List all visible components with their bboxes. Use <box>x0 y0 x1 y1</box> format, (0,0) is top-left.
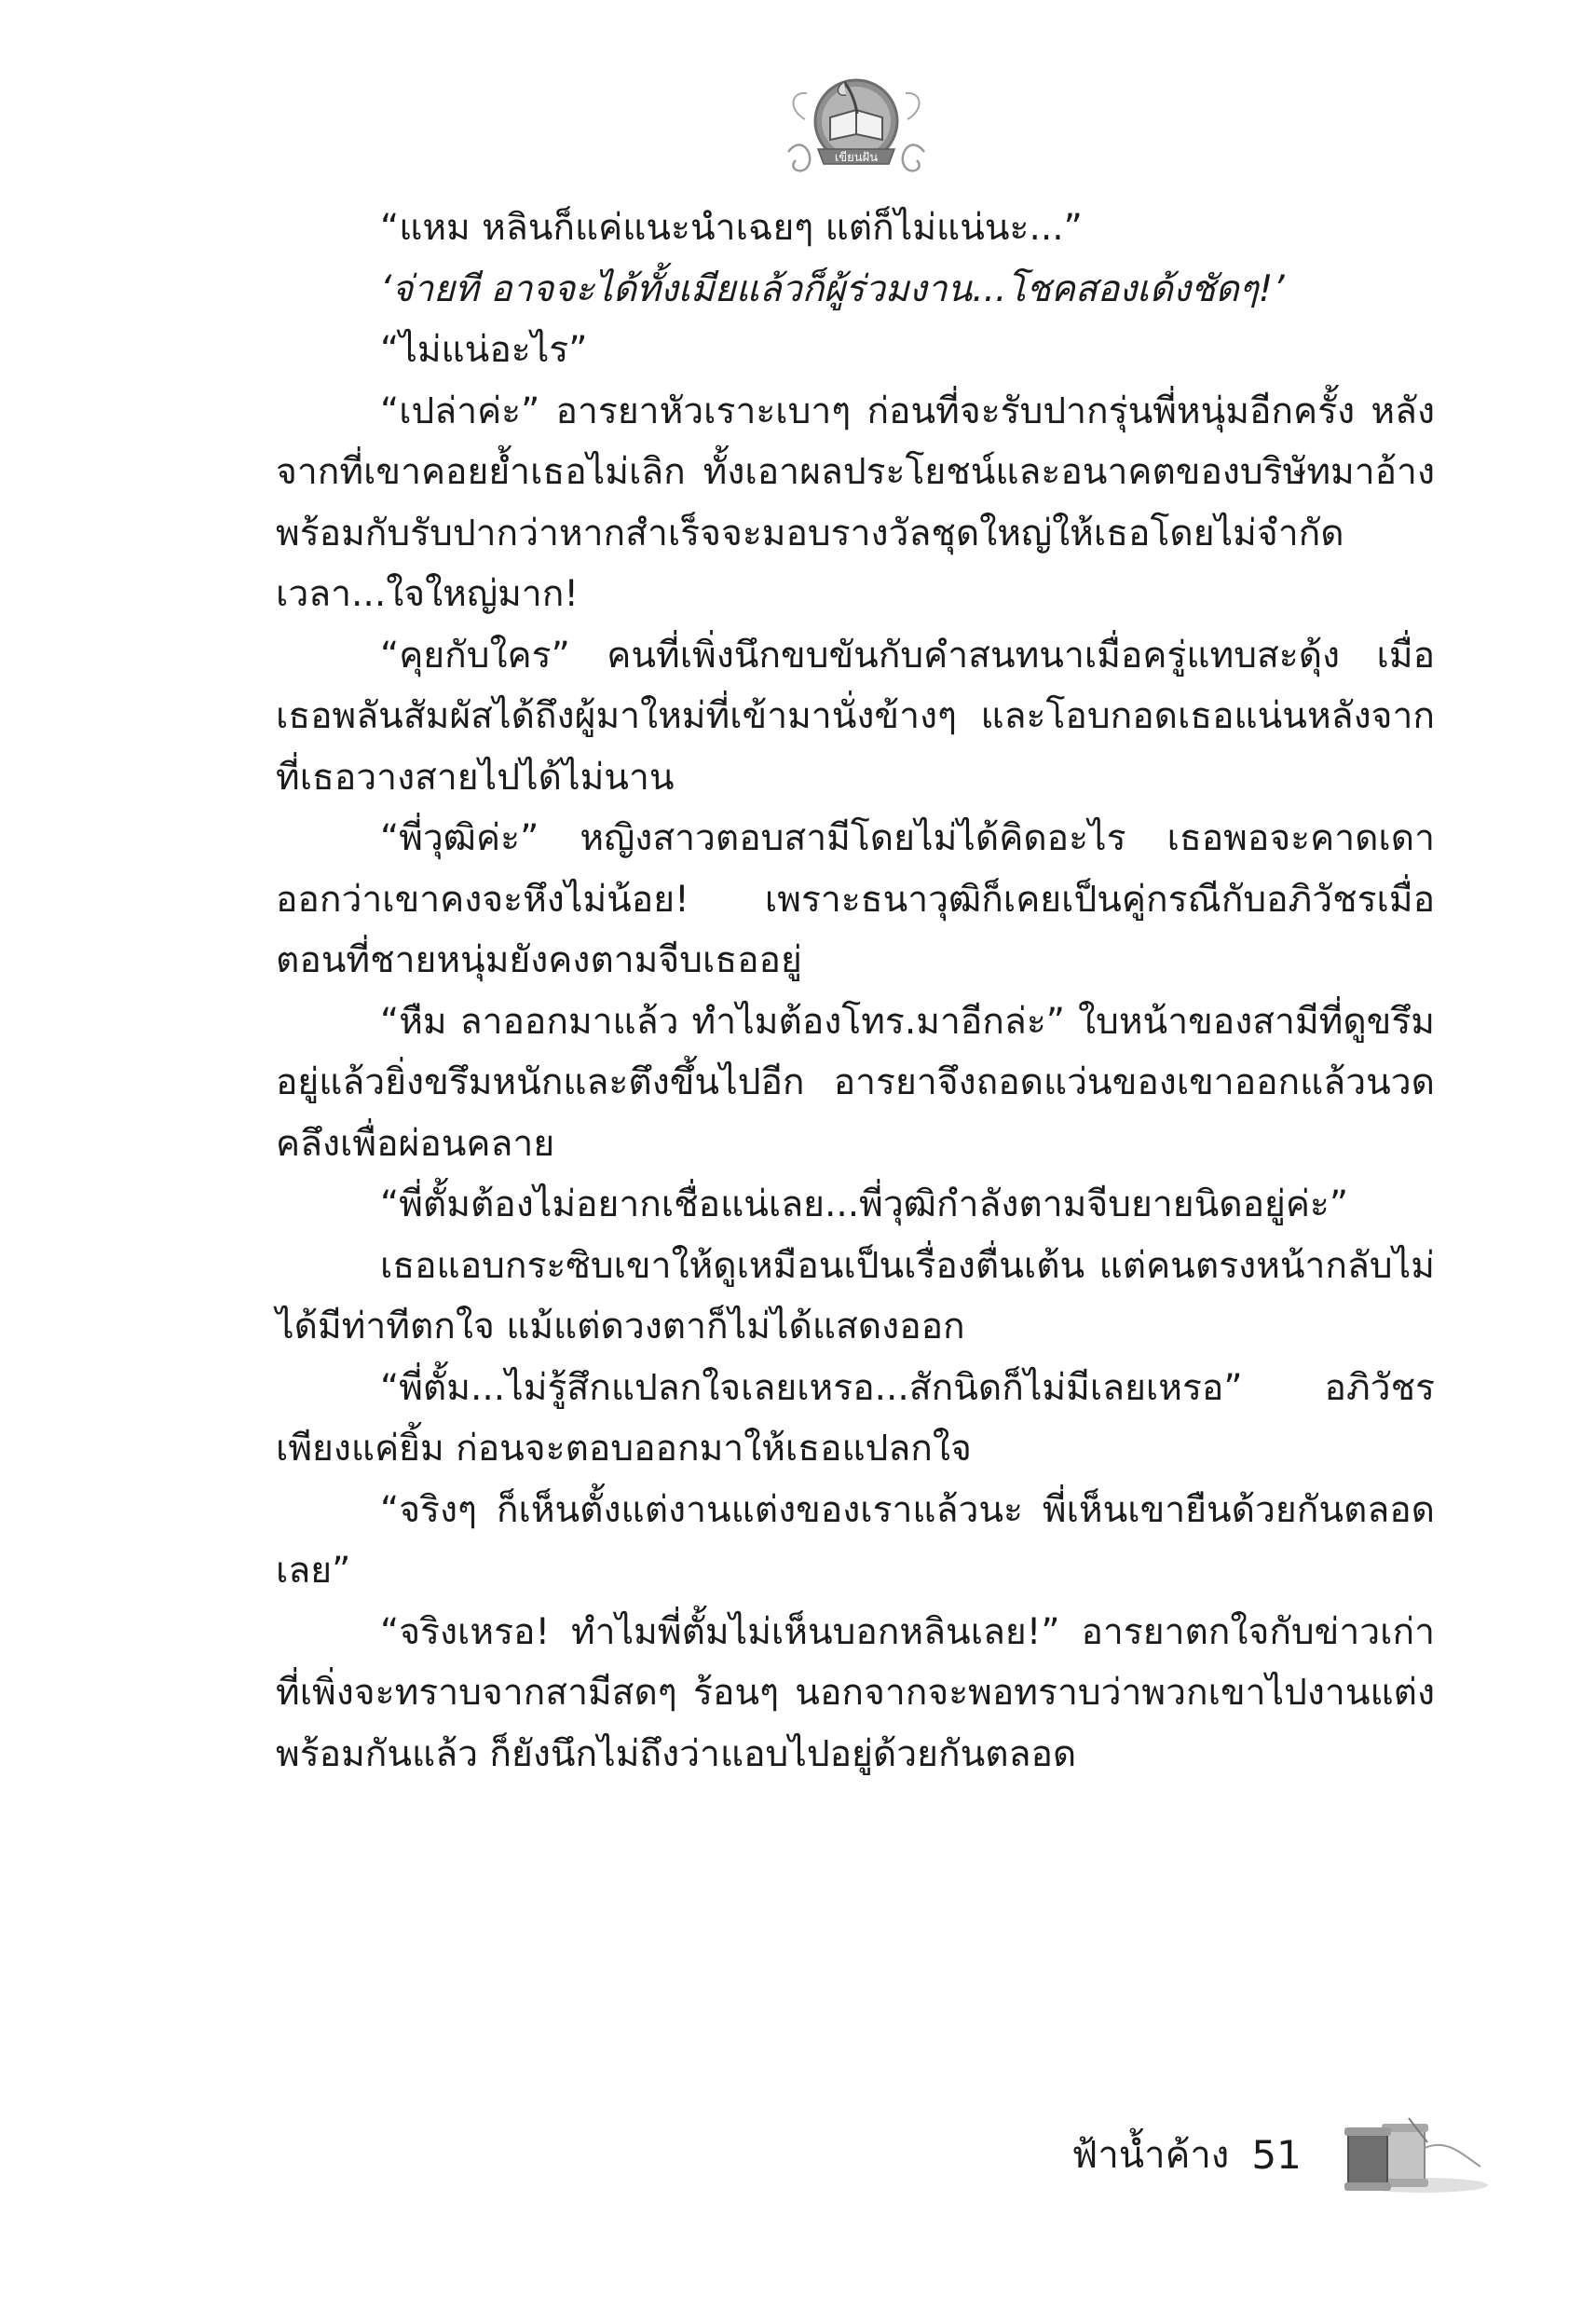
svg-text:เขียนฝัน: เขียนฝัน <box>834 151 879 165</box>
ornate-book-emblem-icon <box>779 63 934 185</box>
paragraph-4: “เปล่าค่ะ” อารยาหัวเราะเบาๆ ก่อนที่จะรับปากรุ่นพี่หนุ่มอีกครั้ง หลังจากที่เขาคอยย้ำเธอไม่เลิก ทั้งเอาผลประโยชน์และอนาคตของบริษัทมาอ้าง พร้อมกับรับปากว่าหากสำเร็จจะมอบรางวัลชุดใหญ่ให้เธอโดยไม่จำกัดเวลา...ใจใหญ่มาก! <box>276 390 1435 615</box>
paragraph-3: “ไม่แน่อะไร” <box>380 329 588 371</box>
paragraph-9: เธอแอบกระซิบเขาให้ดูเหมือนเป็นเรื่องตื่นเต้น แต่คนตรงหน้ากลับไม่ได้มีท่าทีตกใจ แม้แต่ดวงตาก็ไม่ได้แสดงออก <box>276 1244 1435 1347</box>
paragraph-11: “จริงๆ ก็เห็นตั้งแต่งานแต่งของเราแล้วนะ พี่เห็นเขายืนด้วยกันตลอดเลย” <box>276 1488 1435 1592</box>
page-number: 51 <box>1251 2131 1302 2178</box>
paragraph-12: “จริงเหรอ! ทำไมพี่ตั้มไม่เห็นบอกหลินเลย!” อารยาตกใจกับข่าวเก่าที่เพิ่งจะทราบจากสามีสดๆ ร้อนๆ นอกจากจะพอทราบว่าพวกเขาไปงานแต่งพร้อมกันแล้ว ก็ยังนึกไม่ถึงว่าแอบไปอยู่ด้วยกันตลอด <box>276 1610 1435 1775</box>
paragraph-8: “พี่ตั้มต้องไม่อยากเชื่อแน่เลย...พี่วุฒิกำลังตามจีบยายนิดอยู่ค่ะ” <box>380 1183 1349 1225</box>
paragraph-10: “พี่ตั้ม...ไม่รู้สึกแปลกใจเลยเหรอ...สักนิดก็ไม่มีเลยเหรอ” อภิวัชรเพียงแค่ยิ้ม ก่อนจะตอบออกมาให้เธอแปลกใจ <box>276 1366 1435 1470</box>
book-title: ฟ้าน้ำค้าง <box>1071 2134 1230 2177</box>
story-text <box>276 198 1435 1785</box>
paragraph-6: “พี่วุฒิค่ะ” หญิงสาวตอบสามีโดยไม่ได้คิดอะไร เธอพอจะคาดเดาออกว่าเขาคงจะหึงไม่น้อย! เพราะธนาวุฒิก็เคยเป็นคู่กรณีกับอภิวัชรเมื่อตอนที่ชายหนุ่มยังคงตามจีบเธออยู่ <box>276 817 1435 981</box>
paragraph-2-thought: ‘จ่ายที อาจจะได้ทั้งเมียแล้วก็ผู้ร่วมงาน...โชคสองเด้งชัดๆ!’ <box>380 267 1285 310</box>
paragraph-5: “คุยกับใคร” คนที่เพิ่งนึกขบขันกับคำสนทนาเมื่อครู่แทบสะดุ้ง เมื่อเธอพลันสัมผัสได้ถึงผู้มาใหม่ที่เข้ามานั่งข้างๆ และโอบกอดเธอแน่นหลังจากที่เธอวางสายไปได้ไม่นาน <box>276 634 1435 799</box>
paragraph-7: “หืม ลาออกมาแล้ว ทำไมต้องโทร.มาอีกล่ะ” ใบหน้าของสามีที่ดูขรึมอยู่แล้วยิ่งขรึมหนักและตึงขึ้นไปอีก อารยาจึงถอดแว่นของเขาออกแล้วนวดคลึงเพื่อผ่อนคลาย <box>276 1000 1435 1165</box>
thread-spools-icon <box>1320 2111 1488 2198</box>
page-footer <box>1071 2117 1488 2192</box>
paragraph-1: “แหม หลินก็แค่แนะนำเฉยๆ แต่ก็ไม่แน่นะ...” <box>380 207 1083 249</box>
